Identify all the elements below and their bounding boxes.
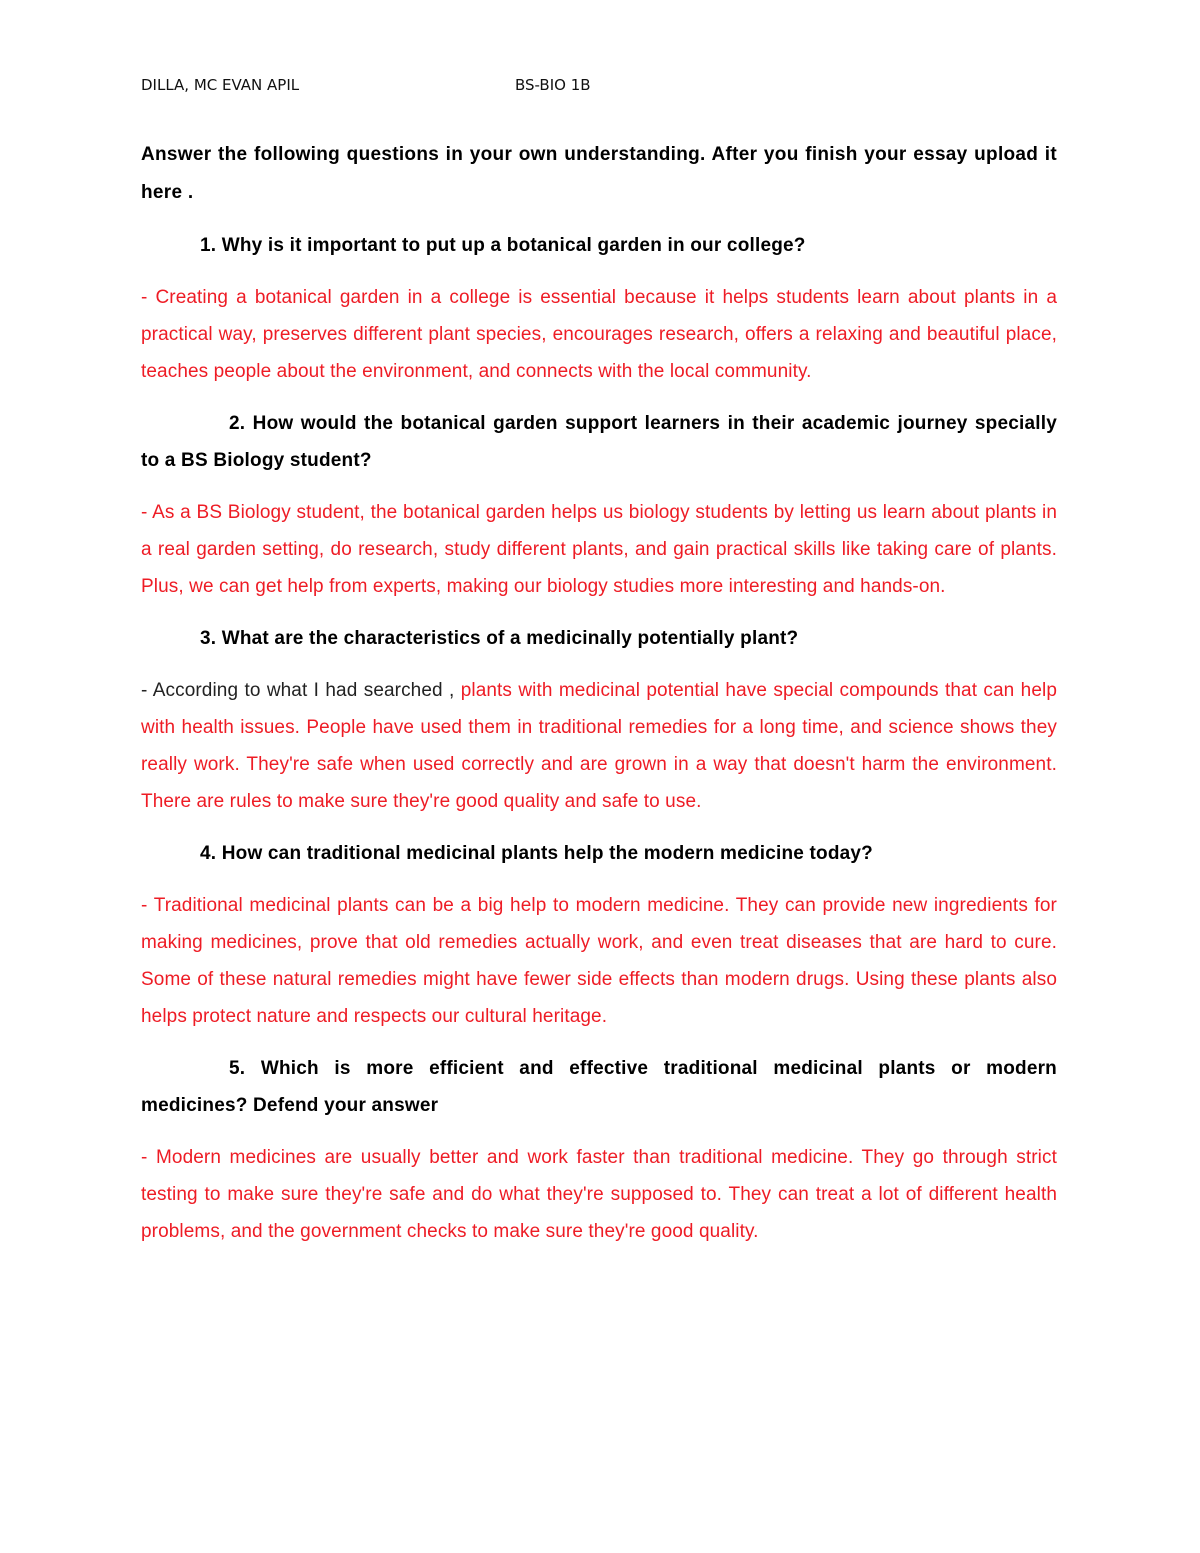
instructions: Answer the following questions in your own understanding. After you finish your essay upload it here . [141,144,1057,203]
answer-5 [141,1139,1057,1250]
answer-2-dash: - [141,502,153,523]
question-3: 3. What are the characteristics of a medicinally potentially plant? [200,628,799,649]
document-body [141,136,1057,1265]
document-header [141,76,1061,100]
answer-2 [141,494,1057,605]
student-name: DILLA, MC EVAN APIL [141,76,300,94]
question-1: 1. Why is it important to put up a botanical garden in our college? [200,235,806,256]
answer-4-text: Traditional medicinal plants can be a big help to modern medicine. They can provide new ingredients for making medicines, prove that old remedies actually work, and even treat diseases that are hard to cure. Some of these natural remedies might have fewer side effects than modern drugs. Using these plants also helps protect nature and respects our cultural heritage. [141,895,1057,1027]
answer-4 [141,887,1057,1035]
answer-3-dash: - [141,680,153,701]
answer-3 [141,672,1057,820]
answer-1-text: Creating a botanical garden in a college is essential because it helps students learn about plants in a practical way, preserves different plant species, encourages research, offers a relaxing and beautiful place, teaches people about the environment, and connects with the local community. [141,287,1057,382]
answer-1-dash: - [141,287,156,308]
answer-3-text: plants with medicinal potential have special compounds that can help with health issues. People have used them in traditional remedies for a long time, and science shows they really work. They're safe when used correctly and are grown in a way that doesn't harm the environment. There are rules to make sure they're good quality and safe to use. [141,680,1057,812]
answer-2-text: As a BS Biology student, the botanical garden helps us biology students by letting us learn about plants in a real garden setting, do research, study different plants, and gain practical skills like taking care of plants. Plus, we can get help from experts, making our biology studies more interesting and hands-on. [141,502,1057,597]
course-section: BS-BIO 1B [515,76,591,94]
question-4: 4. How can traditional medicinal plants help the modern medicine today? [200,843,873,864]
answer-4-dash: - [141,895,154,916]
question-5: 5. Which is more efficient and effective traditional medicinal plants or modern medicines? Defend your answer [141,1058,1057,1116]
answer-1 [141,279,1057,390]
answer-3-source-note: According to what I had searched , [152,680,461,701]
answer-5-text: Modern medicines are usually better and work faster than traditional medicine. They go through strict testing to make sure they're safe and do what they're supposed to. They can treat a lot of different health problems, and the government checks to make sure they're good quality. [141,1147,1057,1242]
answer-5-dash: - [141,1147,156,1168]
question-2: 2. How would the botanical garden support learners in their academic journey specially to a BS Biology student? [141,413,1057,471]
